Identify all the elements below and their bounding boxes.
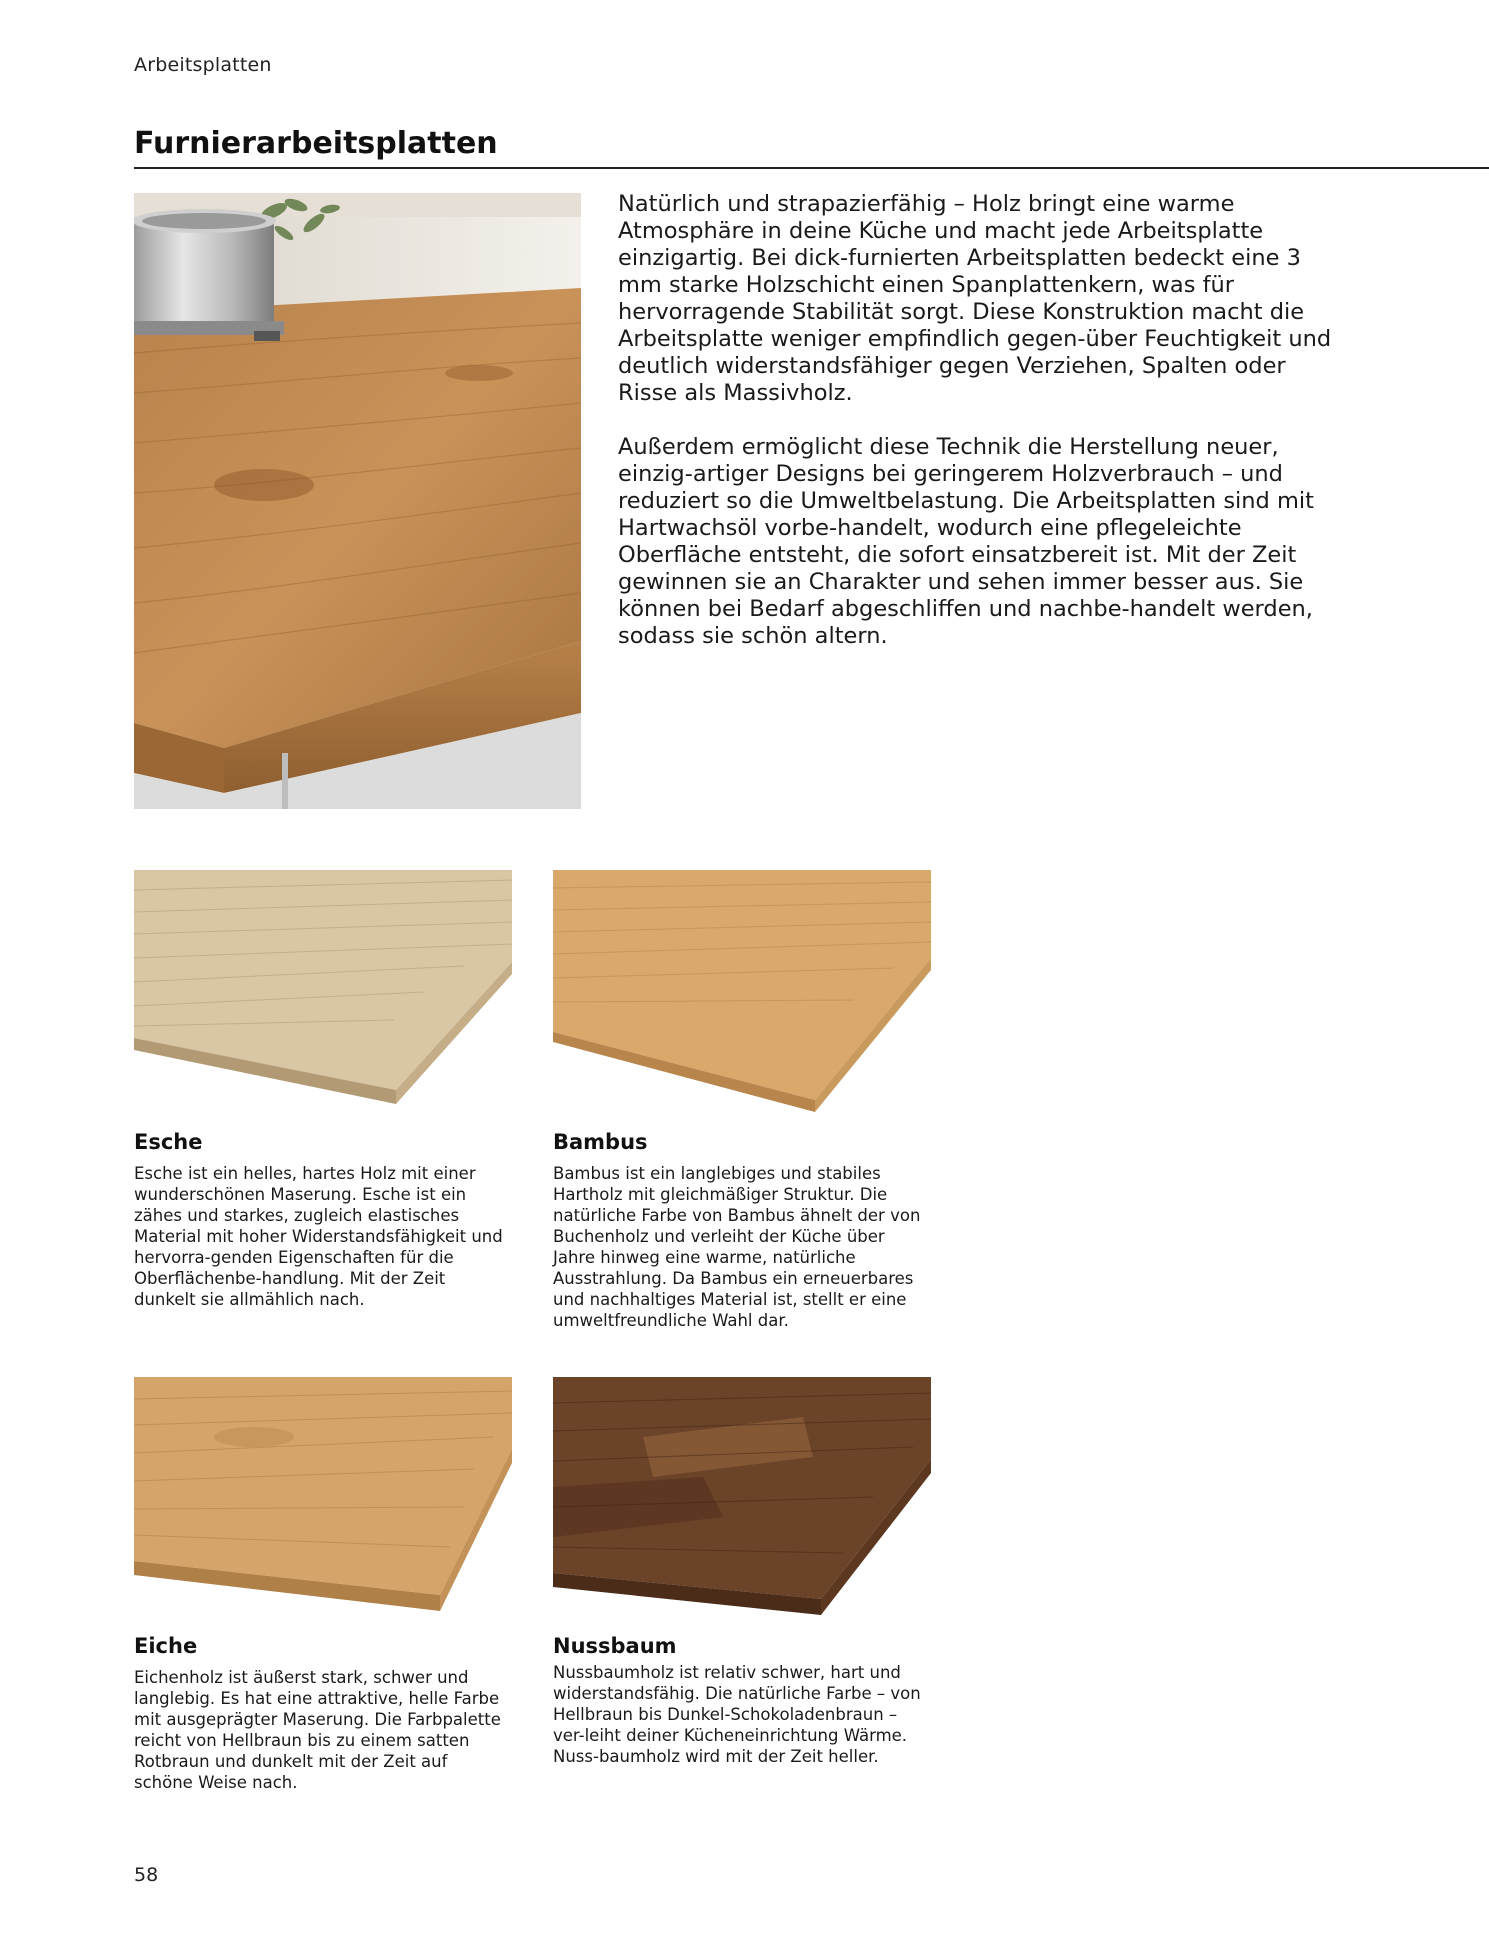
page-title: Furnierarbeitsplatten bbox=[134, 126, 498, 161]
page-number: 58 bbox=[134, 1864, 159, 1886]
nussbaum-description: Nussbaumholz ist relativ schwer, hart und widerstandsfähig. Die natürliche Farbe – von Hellbraun bis Dunkel-Schokoladenbraun – ver-leiht deiner Kücheneinrichtung Wärme. Nuss-baumholz wird mit der Zeit heller. bbox=[553, 1663, 921, 1766]
esche-description: Esche ist ein helles, hartes Holz mit einer wunderschönen Maserung. Esche ist ein zähes und starkes, zugleich elastisches Material mit hoher Widerstandsfähigkeit und hervorra-genden Eigenschaften für die Oberflächenbe-handlung. Mit der Zeit dunkelt sie allmählich nach. bbox=[134, 1164, 503, 1309]
intro-paragraph-2: Außerdem ermöglicht diese Technik die Herstellung neuer, einzig-artiger Designs bei geringerem Holzverbrauch – und reduziert so die Umweltbelastung. Die Arbeitsplatten sind mit Hartwachsöl vorbe-handelt, wodurch eine pflegeleichte Oberfläche entsteht, die sofort einsatzbereit ist. Mit der Zeit gewinnen sie an Charakter und sehen immer besser aus. Sie können bei Bedarf abgeschliffen und nachbe-handelt werden, sodass sie schön altern. bbox=[618, 434, 1314, 649]
eiche-sample-photo bbox=[134, 1377, 512, 1625]
nussbaum-sample-photo bbox=[553, 1377, 931, 1625]
intro-paragraph-1: Natürlich und strapazierfähig – Holz bringt eine warme Atmosphäre in deine Küche und macht jede Arbeitsplatte einzigartig. Bei dick-furnierten Arbeitsplatten bedeckt eine 3 mm starke Holzschicht einen Spanplattenkern, was für hervorragende Stabilität sorgt. Diese Konstruktion macht die Arbeitsplatte weniger empfindlich gegen-über Feuchtigkeit und deutlich widerstandsfähiger gegen Verziehen, Spalten oder Risse als Massivholz. bbox=[618, 191, 1332, 406]
eiche-title: Eiche bbox=[134, 1634, 198, 1658]
eiche-description: Eichenholz ist äußerst stark, schwer und langlebig. Es hat eine attraktive, helle Farbe mit ausgeprägter Maserung. Die Farbpalette reicht von Hellbraun bis zu einem satten Rotbraun und dunkelt mit der Zeit auf schöne Weise nach. bbox=[134, 1668, 501, 1792]
bambus-description: Bambus ist ein langlebiges und stabiles Hartholz mit gleichmäßiger Struktur. Die natürliche Farbe von Bambus ähnelt der von Buchenholz und verleiht der Küche über Jahre hinweg eine warme, natürliche Ausstrahlung. Da Bambus ein erneuerbares und nachhaltiges Material ist, stellt er eine umweltfreundliche Wahl dar. bbox=[553, 1164, 921, 1330]
esche-sample-photo bbox=[134, 870, 512, 1118]
intro-text bbox=[618, 191, 1348, 677]
section-label: Arbeitsplatten bbox=[134, 54, 272, 76]
hero-countertop-photo bbox=[134, 193, 581, 809]
nussbaum-title: Nussbaum bbox=[553, 1634, 677, 1658]
title-divider bbox=[134, 167, 1489, 169]
esche-title: Esche bbox=[134, 1130, 203, 1154]
bambus-title: Bambus bbox=[553, 1130, 648, 1154]
bambus-sample-photo bbox=[553, 870, 931, 1118]
